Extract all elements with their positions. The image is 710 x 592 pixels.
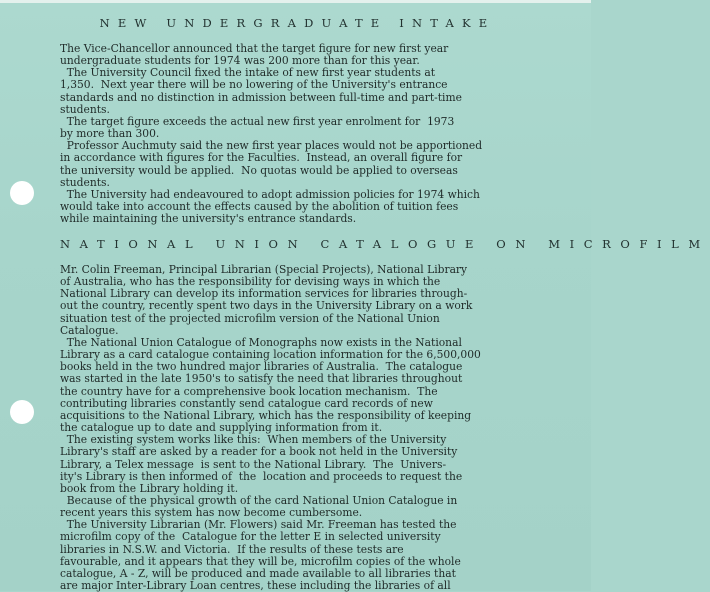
section-body-intake: The Vice-Chancellor announced that the target figure for new first year undergraduate students for 1974 was 200 more than for this year. The University Council fixed the intake of new first year students at 1,350. Next year there will be no lowering of the University's entrance standards and no distinction in admission between full-time and part-time students. The target figure exceeds the actual new first year enrolment for 1973 by more than 300. Professor Auchmuty said the new first year places would not be apportioned in accordance with figures for the Faculties. Instead, an overall figure for the university would be applied. No quotas would be applied to overseas students. The University had endeavoured to adopt admission policies for 1974 which would take into account the effects caused by the abolition of tuition fees while maintaining the university's entrance standards. xyxy=(60,42,483,226)
binder-hole-top xyxy=(10,181,34,205)
section-heading-intake: NEW UNDERGRADUATE INTAKE xyxy=(99,16,496,30)
section-body-catalogue: Mr. Colin Freeman, Principal Librarian (Special Projects), National Library of Australia, who has the responsibility for devising ways in which the National Library can develop its information services for libraries through- out the country, recently spent two days in the University Library on a work situation test of the projected microfilm version of the National Union Catalogue. The National Union Catalogue of Monographs now exists in the National Library as a card catalogue containing location information for the 6,500,000 books held in the two hundred major libraries of Australia. The catalogue was started in the late 1950's to satisfy the need that libraries throughout the country have for a comprehensive book location mechanism. The contributing libraries constantly send catalogue card records of new acquisitions to the National Library, which has the responsibility of keeping the catalogue up to date and supplying information from it. The existing system works like this: When members of the University Library's staff are asked by a reader for a book not held in the University Library, a Telex message is sent to the National Library. The Univers- ity's Library is then informed of the location and proceeds to request the book from the Library holding it. Because of the physical growth of the card National Union Catalogue in recent years this system has now become cumbersome. The University Librarian (Mr. Flowers) said Mr. Freeman has tested the microfilm copy of the Catalogue for the letter E in selected university libraries in N.S.W. and Victoria. If the results of these tests are favourable, and it appears that they will be, microfilm copies of the whole catalogue, A - Z, will be produced and made available to all libraries that are major Inter-Library Loan centres, these including the libraries of all xyxy=(60,263,481,592)
binder-hole-bottom xyxy=(10,400,34,424)
section-heading-catalogue: NATIONAL UNION CATALOGUE ON MICROFILM xyxy=(60,237,710,251)
page-top-edge xyxy=(0,0,591,3)
